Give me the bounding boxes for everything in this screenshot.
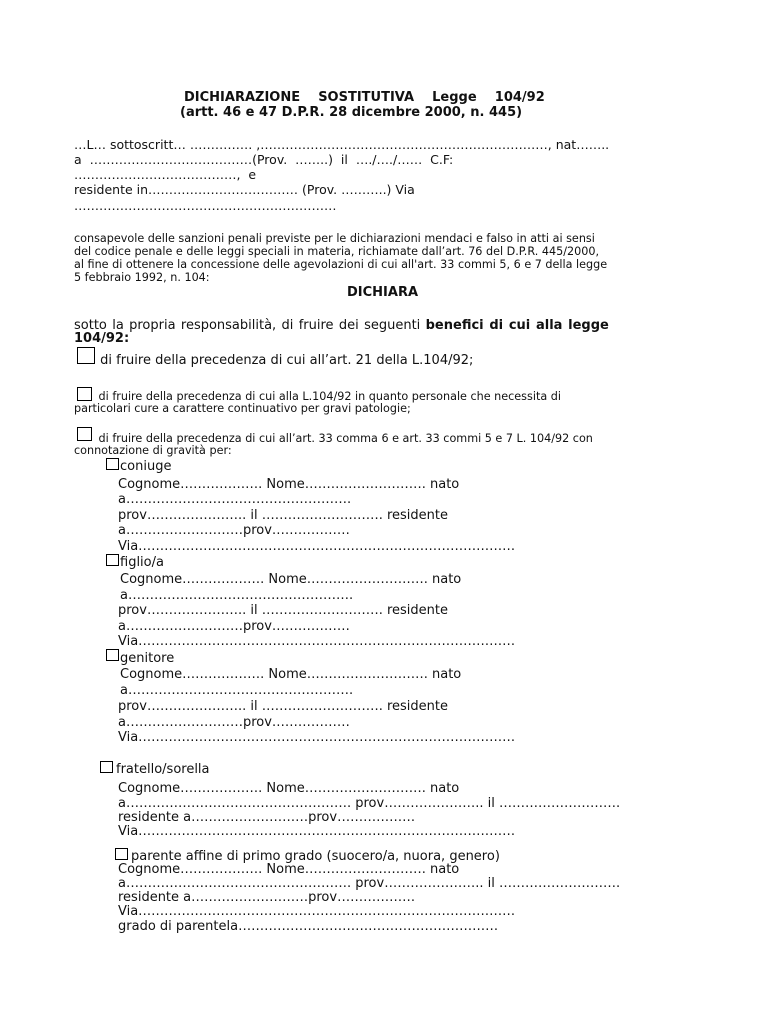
option-grave-pathologies-line-1: di fruire della precedenza di cui alla L.104/92 in quanto personale che necessita di (95, 390, 561, 403)
figlio-prov-date-field[interactable]: prov………………….. il ………………………. residente (118, 603, 449, 618)
intro-line-birth[interactable]: a …………………………………(Prov. ……..) il …./…./…… C.F: (74, 152, 454, 167)
fratello-birth-field[interactable]: a……………………………………………. prov………………….. il ………………………. (118, 796, 621, 811)
coniuge-residence-field[interactable]: a………………………prov……………… (118, 523, 350, 538)
parente-degree-field[interactable]: grado di parentela…………………………………………………… (118, 919, 499, 934)
fratello-residence-field[interactable]: residente a………………………prov……………… (118, 810, 416, 825)
genitore-prov-date-field[interactable]: prov………………….. il ………………………. residente (118, 699, 449, 714)
responsibility-line-2: 104/92: (74, 331, 130, 346)
coniuge-street-field[interactable]: Via…………………………………………………………………………… (118, 539, 516, 554)
coniuge-label: coniuge (120, 459, 172, 474)
intro-line-name[interactable]: …L… sottoscritt… …………… ,……………………………………………………………, nat…….. (74, 137, 610, 152)
figlio-residence-field[interactable]: a………………………prov……………… (118, 619, 350, 634)
intro-line-fiscal-code[interactable]: …………………………………, e (74, 167, 257, 182)
option-art21-label: di fruire della precedenza di cui all’art. 21 della L.104/92; (96, 353, 474, 368)
option-art21-checkbox[interactable] (77, 347, 95, 364)
genitore-birthplace-field[interactable]: a……………………………………………. (120, 683, 354, 698)
responsibility-bold: benefici di cui alla legge (425, 318, 609, 333)
genitore-street-field[interactable]: Via…………………………………………………………………………… (118, 730, 516, 745)
figlio-checkbox[interactable] (106, 554, 119, 566)
parente-street-field[interactable]: Via…………………………………………………………………………… (118, 904, 516, 919)
genitore-label: genitore (120, 651, 175, 666)
option-art33-checkbox[interactable] (77, 427, 92, 441)
premise-line-4: 5 febbraio 1992, n. 104: (74, 271, 210, 284)
fratello-label: fratello/sorella (116, 762, 210, 777)
fratello-street-field[interactable]: Via…………………………………………………………………………… (118, 824, 516, 839)
parente-name-field[interactable]: Cognome………………. Nome………………………. nato (118, 862, 460, 877)
premise-line-1: consapevole delle sanzioni penali previste per le dichiarazioni mendaci e falso in atti ai sensi (74, 232, 595, 245)
option-grave-pathologies-checkbox[interactable] (77, 387, 92, 401)
fratello-checkbox[interactable] (100, 761, 113, 773)
figlio-birthplace-field[interactable]: a……………………………………………. (120, 588, 354, 603)
responsibility-line-1 (74, 319, 609, 332)
intro-line-street[interactable]: ……………………………………………………… (74, 198, 337, 213)
fratello-name-field[interactable]: Cognome………………. Nome………………………. nato (118, 781, 460, 796)
parente-birth-field[interactable]: a……………………………………………. prov………………….. il ………………………. (118, 876, 621, 891)
coniuge-birthplace-field[interactable]: a……………………………………………. (118, 492, 352, 507)
option-grave-pathologies-line-2: particolari cure a carattere continuativo per gravi patologie; (74, 402, 411, 415)
coniuge-name-field[interactable]: Cognome………………. Nome………………………. nato (118, 477, 460, 492)
genitore-checkbox[interactable] (106, 649, 119, 661)
document-title: DICHIARAZIONE SOSTITUTIVA Legge 104/92 (184, 90, 545, 105)
intro-line-residence[interactable]: residente in……………………………… (Prov. ………..) Via (74, 182, 415, 197)
coniuge-prov-date-field[interactable]: prov………………….. il ………………………. residente (118, 508, 449, 523)
genitore-residence-field[interactable]: a………………………prov……………… (118, 715, 350, 730)
parente-label: parente affine di primo grado (suocero/a, nuora, genero) (131, 849, 500, 864)
figlio-street-field[interactable]: Via…………………………………………………………………………… (118, 634, 516, 649)
option-art33-line-1: di fruire della precedenza di cui all’art. 33 comma 6 e art. 33 commi 5 e 7 L. 104/92 con (95, 432, 593, 445)
premise-line-3: al fine di ottenere la concessione delle agevolazioni di cui all'art. 33 commi 5, 6 e 7 della legge (74, 258, 608, 271)
parente-residence-field[interactable]: residente a………………………prov……………… (118, 890, 416, 905)
declares-heading: DICHIARA (347, 285, 419, 300)
figlio-label: figlio/a (120, 555, 164, 570)
figlio-name-field[interactable]: Cognome………………. Nome………………………. nato (120, 572, 462, 587)
responsibility-prefix: sotto la propria responsabilità, di fruire dei seguenti (74, 318, 426, 333)
genitore-name-field[interactable]: Cognome………………. Nome………………………. nato (120, 667, 462, 682)
option-art33-line-2: connotazione di gravità per: (74, 444, 232, 457)
document-subtitle: (artt. 46 e 47 D.P.R. 28 dicembre 2000, n. 445) (180, 105, 523, 120)
parente-checkbox[interactable] (115, 848, 128, 860)
premise-line-2: del codice penale e delle leggi speciali in materia, richiamate dall’art. 76 del D.P.R. 445/2000, (74, 245, 599, 258)
coniuge-checkbox[interactable] (106, 458, 119, 470)
